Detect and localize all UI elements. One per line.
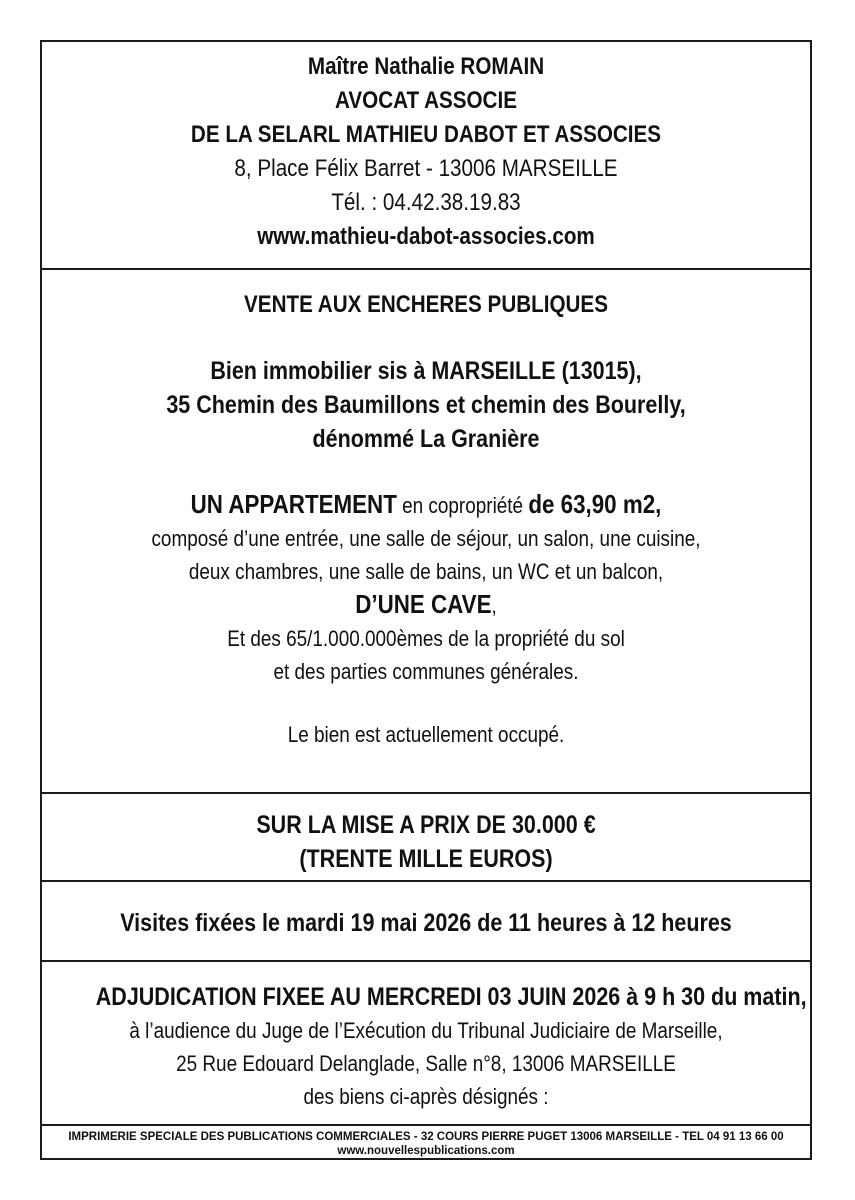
cave-line bbox=[96, 588, 756, 622]
notice-frame bbox=[40, 40, 812, 1160]
firm-website: www.mathieu-dabot-associes.com bbox=[257, 223, 595, 250]
cave-comma: , bbox=[491, 593, 497, 618]
apartment-ownership: en copropriété bbox=[396, 493, 529, 518]
share-line-2: et des parties communes générales. bbox=[273, 659, 579, 684]
lawyer-name: Maître Nathalie ROMAIN bbox=[307, 53, 545, 80]
adjudication-section bbox=[42, 980, 810, 1113]
divider bbox=[42, 268, 810, 270]
price-section bbox=[42, 808, 810, 876]
law-firm: DE LA SELARL MATHIEU DABOT ET ASSOCIES bbox=[190, 121, 662, 148]
hearing-court: à l’audience du Juge de l’Exécution du Tribunal Judiciaire de Marseille, bbox=[129, 1018, 723, 1043]
divider bbox=[42, 792, 810, 794]
apartment-description-1: composé d’une entrée, une salle de séjour, un salon, une cuisine, bbox=[151, 526, 701, 551]
cave-label: D’UNE CAVE bbox=[355, 589, 492, 619]
hearing-address: 25 Rue Edouard Delanglade, Salle n°8, 13006 MARSEILLE bbox=[176, 1051, 676, 1076]
lawyer-role: AVOCAT ASSOCIE bbox=[335, 87, 517, 114]
apartment-description-2: deux chambres, une salle de bains, un WC et un balcon, bbox=[188, 559, 664, 584]
property-location-2: 35 Chemin des Baumillons et chemin des Bourelly, bbox=[166, 391, 686, 419]
property-location-3: dénommé La Granière bbox=[312, 425, 540, 453]
firm-address: 8, Place Félix Barret - 13006 MARSEILLE bbox=[234, 155, 618, 182]
sale-section bbox=[42, 288, 810, 751]
share-line-1: Et des 65/1.000.000èmes de la propriété du sol bbox=[227, 626, 625, 651]
sale-title: VENTE AUX ENCHERES PUBLIQUES bbox=[244, 291, 608, 318]
lawyer-header bbox=[42, 50, 810, 254]
divider bbox=[42, 1124, 810, 1126]
occupancy-status: Le bien est actuellement occupé. bbox=[287, 722, 565, 747]
printer-website: www.nouvellespublications.com bbox=[337, 1145, 515, 1157]
designated-goods: des biens ci-après désignés : bbox=[303, 1084, 549, 1109]
firm-phone: Tél. : 04.42.38.19.83 bbox=[331, 189, 521, 216]
visit-schedule: Visites fixées le mardi 19 mai 2026 de 11 heures à 12 heures bbox=[120, 909, 732, 937]
property-location-1: Bien immobilier sis à MARSEILLE (13015), bbox=[210, 357, 642, 385]
divider bbox=[42, 880, 810, 882]
printer-info: IMPRIMERIE SPECIALE DES PUBLICATIONS COMMERCIALES - 32 COURS PIERRE PUGET 13006 MARSEILLE - TEL 04 91 13 66 00 bbox=[68, 1131, 784, 1143]
apartment-line bbox=[96, 488, 756, 522]
printer-footer bbox=[42, 1130, 810, 1158]
apartment-label: UN APPARTEMENT bbox=[190, 489, 397, 519]
visits-section bbox=[42, 906, 810, 940]
starting-price-words: (TRENTE MILLE EUROS) bbox=[299, 845, 553, 873]
apartment-area: de 63,90 m2, bbox=[528, 489, 662, 519]
adjudication-date: ADJUDICATION FIXEE AU MERCREDI 03 JUIN 2026 à 9 h 30 du matin, bbox=[95, 983, 807, 1011]
starting-price: SUR LA MISE A PRIX DE 30.000 € bbox=[256, 811, 596, 839]
divider bbox=[42, 960, 810, 962]
